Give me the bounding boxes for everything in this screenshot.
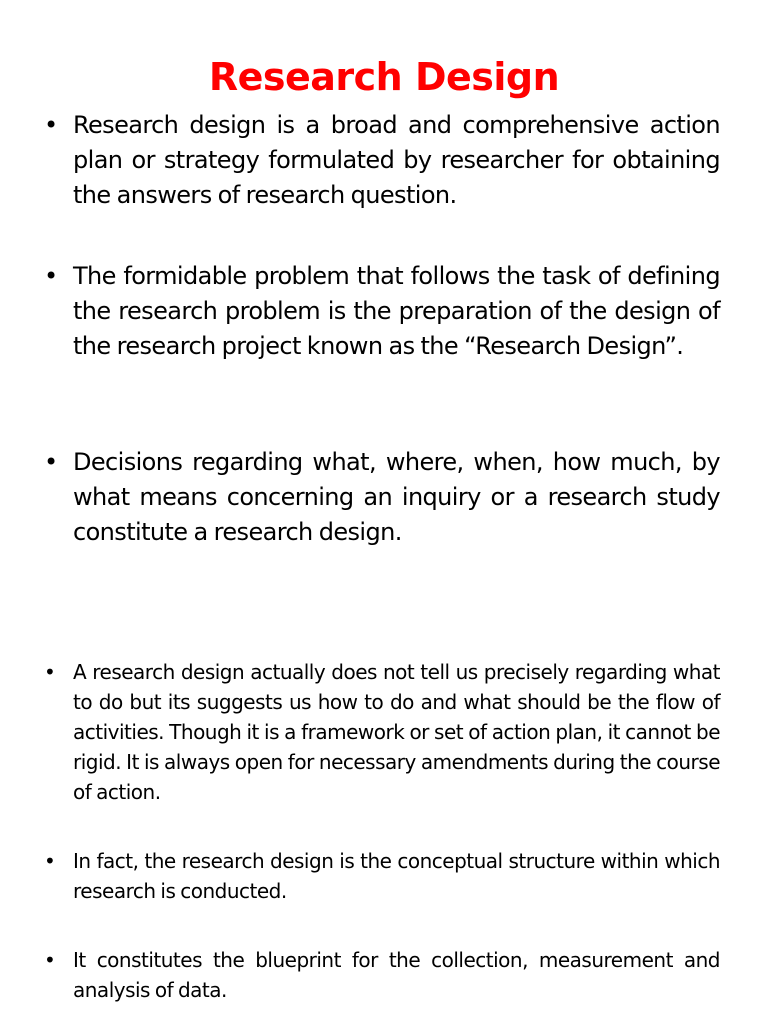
list-item-text: In fact, the research design is the conceptual structure within which research is conducted. <box>73 849 720 903</box>
list-item-text: A research design actually does not tell us precisely regarding what to do but its suggests us how to do and what should be the flow of activities. Though it is a framework or set of action plan, it cannot be rigid. It is always open for necessary amendments during the course of action. <box>73 660 720 804</box>
bullet-icon: • <box>44 448 58 476</box>
bullet-icon: • <box>44 262 58 290</box>
bullet-icon: • <box>44 111 58 139</box>
bullet-icon: • <box>44 660 56 684</box>
bullet-icon: • <box>44 849 56 873</box>
bullet-icon: • <box>44 948 56 972</box>
list-item <box>44 259 720 364</box>
list-item-text: The formidable problem that follows the task of defining the research problem is the preparation of the design of the research project known as the “Research Design”. <box>73 262 720 360</box>
list-item <box>44 945 720 1005</box>
list-item <box>44 108 720 213</box>
list-item <box>44 657 720 807</box>
page-title: Research Design <box>208 55 560 100</box>
list-item <box>44 846 720 906</box>
list-item-text: Research design is a broad and comprehensive action plan or strategy formulated by researcher for obtaining the answers of research question. <box>73 111 720 209</box>
list-item-text: It constitutes the blueprint for the collection, measurement and analysis of data. <box>73 948 720 1002</box>
list-item-text: Decisions regarding what, where, when, how much, by what means concerning an inquiry or a research study constitute a research design. <box>73 448 720 546</box>
list-item <box>44 445 720 550</box>
